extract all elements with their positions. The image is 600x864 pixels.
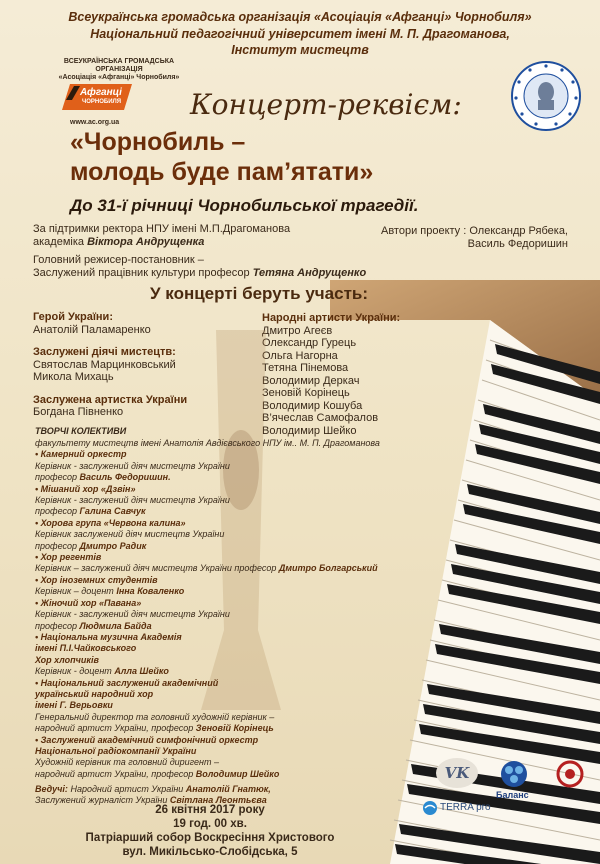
- collective-line: професор Галина Савчук: [35, 506, 146, 517]
- red-emblem-icon: [556, 760, 584, 788]
- collective-line: народний артист України, професор Зеновій Корінець: [35, 723, 274, 734]
- collective-line: • Мішаний хор «Дзвін»: [35, 483, 136, 494]
- event-address: вул. Микільсько-Слобідська, 5: [122, 846, 298, 858]
- terra-label: TERRA pro: [440, 802, 491, 813]
- vk-logo: VK: [436, 758, 478, 788]
- header-line-1: Всеукраїнська громадська організація «Асоціація «Афганці» Чорнобиля»: [68, 10, 532, 24]
- hosts-line-2: Заслужений журналіст України Світлана Леонтьєва: [35, 795, 267, 805]
- concert-type-title: Концерт-реквієм:: [190, 88, 462, 121]
- org-name-line-1: ВСЕУКРАЇНСЬКА ГРОМАДСЬКА ОРГАНІЗАЦІЯ: [63, 58, 175, 73]
- hosts-line-1: Ведучі: Народний артист України Анатолій Гнатюк,: [35, 784, 271, 794]
- collective-line: імені Г. Верьовки: [35, 700, 113, 711]
- event-info: [0, 803, 420, 859]
- concert-name-line-2: молодь буде пам’ятати»: [70, 158, 374, 186]
- support-block: За підтримки ректора НПУ імені М.П.Драгоманова академіка Віктора Андрущенка Головний режисер-постановник – Заслужений працівник культури професор Тетяна Андрущенко: [33, 223, 367, 279]
- collective-line: • Камерний оркестр: [35, 449, 127, 460]
- concert-subtitle: До 31-ї річниці Чорнобильської трагедії.: [70, 196, 419, 215]
- terra-logo-icon: [422, 800, 438, 816]
- collective-line: • Хор іноземних студентів: [35, 574, 158, 585]
- collective-line: • Хор регентів: [35, 552, 102, 563]
- national-artists: Народні артисти України: Дмитро Агеєв Олександр Гурець Ольга Нагорна Тетяна Пінемова Володимир Деркач Зеновій Корінець Володимир Кошуба В’ячеслав Самофалов Володимир Шейко: [262, 312, 401, 437]
- concert-name-line-1: «Чорнобиль –: [70, 128, 246, 156]
- collective-line: Керівник - заслужений діяч мистецтв України: [35, 460, 230, 471]
- collective-line: Керівник заслужений діяч мистецтв України: [35, 529, 225, 540]
- collectives-list: [35, 438, 455, 780]
- collective-line: Хор хлопчиків: [35, 654, 99, 665]
- collective-line: • Жіночий хор «Павана»: [35, 597, 142, 608]
- authors-block: Автори проекту : Олександр Рябека, Василь Федоришин: [380, 225, 568, 250]
- collective-line: Художній керівник та головний диригент –: [35, 757, 219, 768]
- collective-line: український народний хор: [35, 688, 154, 699]
- collective-line: Керівник – заслужений діяч мистецтв України професор Дмитро Болгарський: [35, 563, 378, 574]
- rector-name: Віктора Андрущенка: [87, 235, 205, 248]
- support-line-1: За підтримки ректора НПУ імені М.П.Драгоманова: [33, 223, 291, 235]
- collective-line: • Хорова група «Червона калина»: [35, 517, 186, 528]
- collective-line: Національної радіокомпанії України: [35, 745, 197, 756]
- balance-logo-icon: [500, 760, 528, 788]
- director-name: Тетяна Андрущенко: [252, 266, 367, 279]
- left-participants: Герой України: Анатолій Паламаренко Заслужені діячі мистецтв: Святослав Марцинковський Микола Михаць Заслужена артистка України Богдана Півненко: [33, 311, 188, 418]
- collective-line: народний артист України, професор Володимир Шейко: [35, 768, 280, 779]
- org-name-line-2: «Асоціація «Афганці» Чорнобиля»: [58, 74, 180, 81]
- collective-line: Керівник – доцент Інна Коваленко: [35, 586, 185, 597]
- org-url: www.ac.org.ua: [70, 119, 120, 126]
- collective-line: Керівник - заслужений діяч мистецтв України: [35, 495, 230, 506]
- collectives-heading: ТВОРЧІ КОЛЕКТИВИ: [35, 426, 127, 436]
- university-seal-icon: [510, 60, 582, 132]
- collective-line: професор Людмила Байда: [35, 620, 152, 631]
- header-line-3: Інститут мистецтв: [231, 43, 369, 57]
- collective-line: Генеральний директор та головний художній керівник –: [35, 711, 275, 722]
- collective-line: Керівник - доцент Алла Шейко: [35, 666, 169, 677]
- collective-line: імені П.І.Чайковського: [35, 643, 137, 654]
- afgantsi-logo: Афганці ЧОРНОБИЛЯ: [62, 80, 132, 114]
- collective-line: професор Василь Федоришин.: [35, 472, 171, 483]
- collective-line: Керівник - заслужений діяч мистецтв України: [35, 609, 230, 620]
- collective-line: • Національна музична Академія: [35, 631, 182, 642]
- collective-line: • Національний заслужений академічний: [35, 677, 219, 688]
- event-venue: Патріарший собор Воскресіння Христового: [85, 832, 335, 844]
- collective-line: • Заслужений академічний симфонічний оркестр: [35, 734, 259, 745]
- participants-heading: У концерті беруть участь:: [150, 284, 369, 303]
- collective-line: факультету мистецтв імені Анатолія Авдієвського НПУ ім.. М. П. Драгоманова: [35, 438, 380, 448]
- header-line-2: Національний педагогічний університет імені М. П. Драгоманова,: [90, 27, 510, 41]
- event-date: 26 квітня 2017 року: [155, 804, 265, 816]
- event-time: 19 год. 00 хв.: [173, 818, 247, 830]
- director-title: Головний режисер-постановник –: [33, 254, 204, 266]
- collective-line: професор Дмитро Радик: [35, 540, 147, 551]
- balance-label: Баланс: [496, 790, 529, 800]
